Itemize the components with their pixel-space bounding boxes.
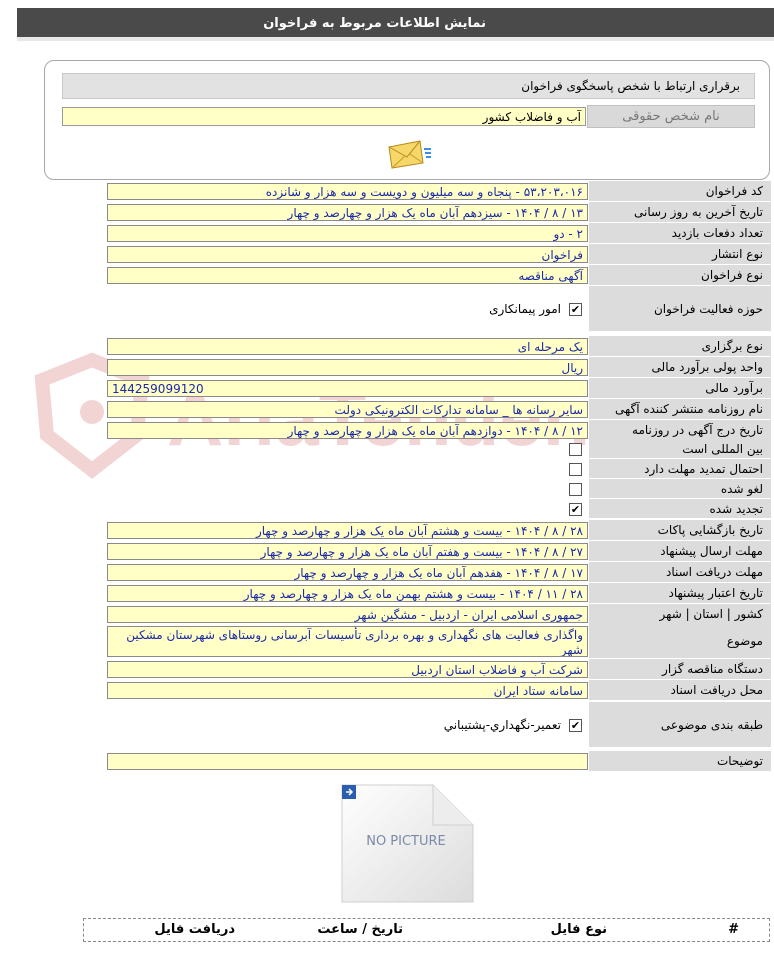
field-row-newspaper: [107, 399, 771, 420]
international-checkbox[interactable]: [569, 443, 582, 456]
field-value-description: [107, 753, 588, 770]
field-label: تاریخ درج آگهی در روزنامه: [589, 420, 771, 441]
field-value-publish-type: فراخوان: [107, 246, 588, 263]
field-value-hold-type: یک مرحله ای: [107, 338, 588, 355]
field-row-category: [107, 702, 771, 748]
field-row-organizer: [107, 659, 771, 680]
field-label: تاریخ بازگشایی پاکات: [589, 520, 771, 541]
field-value-organizer: شرکت آب و فاضلاب استان اردبیل: [107, 661, 588, 678]
field-row-opening-date: [107, 520, 771, 541]
field-label: تعداد دفعات بازدید: [589, 223, 771, 244]
field-row-validity-date: [107, 583, 771, 604]
field-label: موضوع: [589, 624, 771, 659]
activity-checkbox[interactable]: ✔: [570, 302, 581, 316]
field-label: مهلت ارسال پیشنهاد: [589, 541, 771, 562]
field-row-estimate: [107, 378, 771, 399]
field-row-international: [107, 439, 771, 459]
col-download: دریافت فایل: [154, 922, 235, 937]
field-label: نوع انتشار: [589, 244, 771, 265]
field-label: لغو شده: [589, 479, 771, 499]
field-value-category: تعمير-نگهداري-پشتيباني: [443, 718, 561, 732]
field-row-call-type: [107, 265, 771, 286]
field-value-submit-deadline: ۲۷ / ۸ / ۱۴۰۴ - بیست و هفتم آبان ماه یک هزار و چهارصد و چهار: [107, 543, 588, 560]
field-value-estimate: 144259099120: [107, 380, 588, 397]
col-file-type: نوع فایل: [550, 922, 607, 937]
field-value-activity: امور پیمانکاری: [489, 302, 561, 316]
field-label: محل دریافت اسناد: [589, 680, 771, 701]
field-row-activity: [107, 286, 771, 332]
legal-person-value: آب و فاضلاب کشور: [62, 107, 586, 126]
field-row-last-update: [107, 202, 771, 223]
envelope-icon[interactable]: [386, 139, 432, 169]
field-row-doc-place: [107, 680, 771, 701]
field-label: نوع برگزاری: [589, 336, 771, 357]
field-label: مهلت دریافت اسناد: [589, 562, 771, 583]
field-label: احتمال تمدید مهلت دارد: [589, 459, 771, 479]
field-row-currency: [107, 357, 771, 378]
field-value-subject: واگذاری فعالیت های نگهداری و بهره برداری تأسیسات آبرسانی روستاهای شهرستان مشکین شهر: [107, 626, 588, 657]
col-date-time: تاریخ / ساعت: [317, 922, 403, 937]
field-row-code: [107, 181, 771, 202]
field-value-location: جمهوری اسلامی ایران - اردبیل - مشگین شهر: [107, 606, 588, 623]
field-row-visits: [107, 223, 771, 244]
field-value-visits: ۲ - دو: [107, 225, 588, 242]
field-label: تاریخ آخرین به روز رسانی: [589, 202, 771, 223]
field-row-publish-type: [107, 244, 771, 265]
field-value-doc-place: سامانه ستاد ایران: [107, 682, 588, 699]
field-label: تاریخ اعتبار پیشنهاد: [589, 583, 771, 604]
field-value-doc-deadline: ۱۷ / ۸ / ۱۴۰۴ - هفدهم آبان ماه یک هزار و چهارصد و چهار: [107, 564, 588, 581]
category-checkbox[interactable]: ✔: [570, 718, 581, 732]
field-row-extension: [107, 459, 771, 479]
field-value-last-update: ۱۳ / ۸ / ۱۴۰۴ - سیزدهم آبان ماه یک هزار و چهارصد و چهار: [107, 204, 588, 221]
watermark-text: AriaTender.: [167, 374, 591, 462]
field-label: نوع فراخوان: [589, 265, 771, 286]
no-picture-text: NO PICTURE: [366, 834, 446, 849]
field-row-description: [107, 751, 771, 772]
field-row-hold-type: [107, 336, 771, 357]
field-label: دستگاه مناقصه گزار: [589, 659, 771, 680]
cancelled-checkbox[interactable]: [569, 483, 582, 496]
title-underline: [17, 37, 774, 41]
extension-checkbox[interactable]: [569, 463, 582, 476]
field-label: توضیحات: [589, 751, 771, 772]
field-value-validity-date: ۲۸ / ۱۱ / ۱۴۰۴ - بیست و هشتم بهمن ماه یک هزار و چهارصد و چهار: [107, 585, 588, 602]
field-label: حوزه فعالیت فراخوان: [589, 286, 771, 332]
contact-header: [62, 73, 755, 99]
field-label: برآورد مالی: [589, 378, 771, 399]
field-row-doc-deadline: [107, 562, 771, 583]
field-row-renewed: [107, 499, 771, 519]
field-row-submit-deadline: [107, 541, 771, 562]
field-value-newspaper-date: ۱۲ / ۸ / ۱۴۰۴ - دوازدهم آبان ماه یک هزار و چهارصد و چهار: [107, 422, 588, 439]
contact-header-text: برقراری ارتباط با شخص پاسخگوی فراخوان: [521, 79, 740, 93]
field-label: بین المللی است: [589, 439, 771, 459]
renewed-checkbox[interactable]: ✔: [570, 502, 581, 516]
field-row-subject: [107, 624, 771, 659]
legal-person-label: نام شخص حقوقی: [587, 105, 755, 128]
field-row-newspaper-date: [107, 420, 771, 441]
field-label: طبقه بندی موضوعی: [589, 702, 771, 748]
field-label: نام روزنامه منتشر کننده آگهی: [589, 399, 771, 420]
col-num: #: [728, 922, 739, 937]
field-value-currency: ریال: [107, 359, 588, 376]
field-row-location: [107, 604, 771, 625]
files-table-header: [83, 918, 770, 942]
field-row-cancelled: [107, 479, 771, 499]
page-title: نمایش اطلاعات مربوط به فراخوان: [263, 15, 486, 31]
no-picture-image: [338, 781, 477, 906]
field-value-call-type: آگهی مناقصه: [107, 267, 588, 284]
field-value-opening-date: ۲۸ / ۸ / ۱۴۰۴ - بیست و هشتم آبان ماه یک هزار و چهارصد و چهار: [107, 522, 588, 539]
field-label: کد فراخوان: [589, 181, 771, 202]
field-value-newspaper: سایر رسانه ها _ سامانه تدارکات الکترونیکی دولت: [107, 401, 588, 418]
field-value-code: ۵۳،۲۰۳،۰۱۶ - پنجاه و سه میلیون و دویست و سه هزار و شانزده: [107, 183, 588, 200]
field-label: واحد پولی برآورد مالی: [589, 357, 771, 378]
field-label: کشور | استان | شهر: [589, 604, 771, 625]
page-title-bar: [17, 8, 774, 38]
field-label: تجدید شده: [589, 499, 771, 519]
